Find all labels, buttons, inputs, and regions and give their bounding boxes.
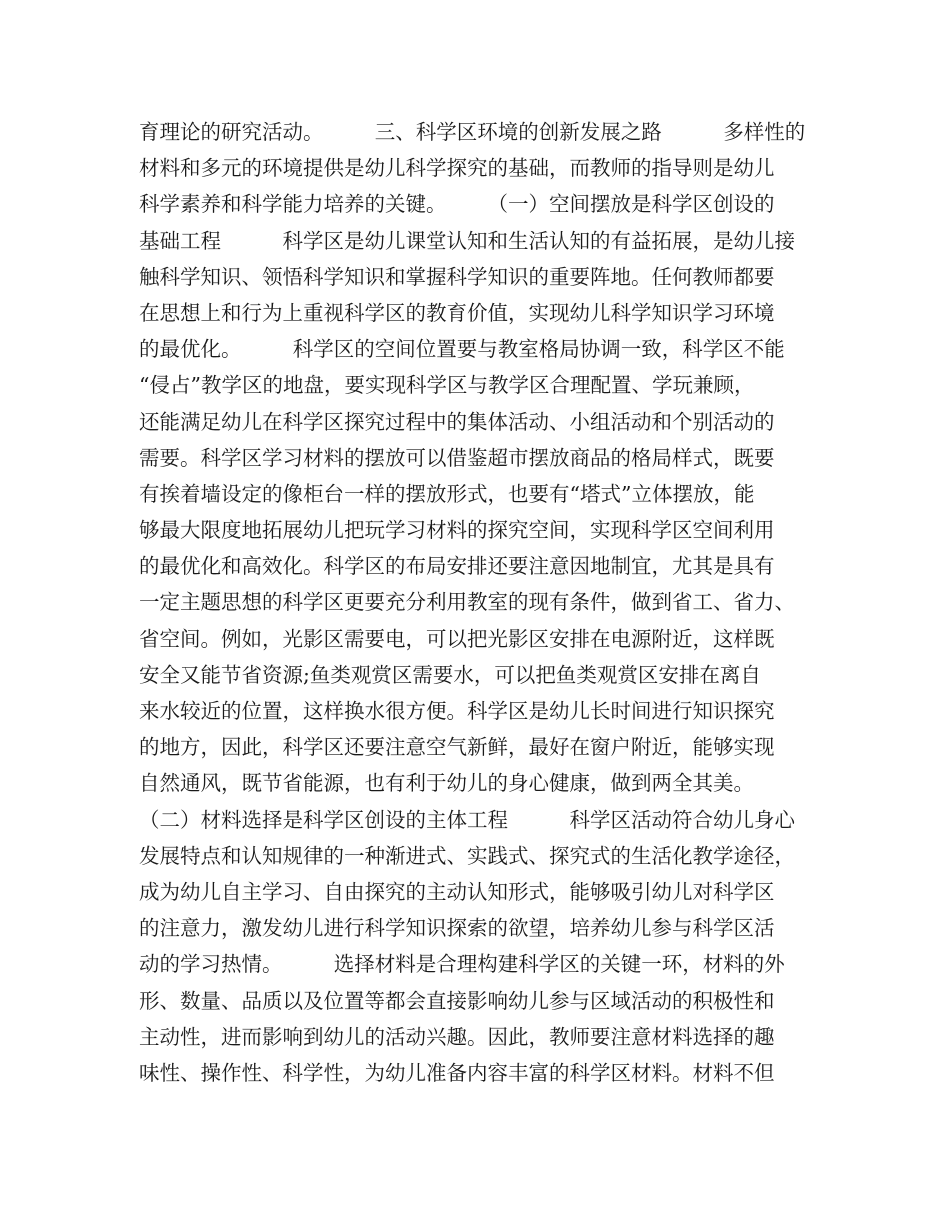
text-line: 动的学习热情。 选择材料是合理构建科学区的关键一环，材料的外 bbox=[139, 952, 785, 977]
text-line: 的最优化和高效化。科学区的布局安排还要注意因地制宜，尤其是具有 bbox=[139, 554, 775, 579]
body-text bbox=[139, 114, 839, 1091]
text-line: 形、数量、品质以及位置等都会直接影响幼儿参与区域活动的积极性和 bbox=[139, 988, 775, 1013]
text-line: 的注意力，激发幼儿进行科学知识探索的欲望，培养幼儿参与科学区活 bbox=[139, 916, 775, 941]
text-line: 科学素养和科学能力培养的关键。 （一）空间摆放是科学区创设的 bbox=[139, 192, 775, 217]
text-line: “侵占”教学区的地盘，要实现科学区与教学区合理配置、学玩兼顾， bbox=[139, 373, 755, 398]
text-line: 自然通风，既节省能源，也有利于幼儿的身心健康，做到两全其美。 bbox=[139, 771, 754, 796]
text-line: 的最优化。 科学区的空间位置要与教室格局协调一致，科学区不能 bbox=[139, 337, 785, 362]
text-line: 需要。科学区学习材料的摆放可以借鉴超市摆放商品的格局样式，既要 bbox=[139, 445, 775, 470]
text-line: 有挨着墙设定的像柜台一样的摆放形式，也要有“塔式”立体摆放，能 bbox=[139, 481, 755, 506]
text-line: 育理论的研究活动。 三、科学区环境的创新发展之路 多样性的 bbox=[139, 120, 806, 144]
text-line: 基础工程 科学区是幼儿课堂认知和生活认知的有益拓展，是幼儿接 bbox=[139, 228, 795, 253]
text-line: （二）材料选择是科学区创设的主体工程 科学区活动符合幼儿身心 bbox=[139, 807, 795, 832]
text-line: 在思想上和行为上重视科学区的教育价值，实现幼儿科学知识学习环境 bbox=[139, 300, 775, 325]
text-line: 来水较近的位置，这样换水很方便。科学区是幼儿长时间进行知识探究 bbox=[139, 699, 775, 723]
text-line: 味性、操作性、科学性，为幼儿准备内容丰富的科学区材料。材料不但 bbox=[139, 1060, 775, 1085]
text-line: 成为幼儿自主学习、自由探究的主动认知形式，能够吸引幼儿对科学区 bbox=[139, 879, 775, 904]
text-line: 发展特点和认知规律的一种渐进式、实践式、探究式的生活化教学途径， bbox=[139, 843, 795, 868]
text-line: 省空间。例如，光影区需要电，可以把光影区安排在电源附近，这样既 bbox=[139, 626, 775, 651]
text-line: 的地方，因此，科学区还要注意空气新鲜，最好在窗户附近，能够实现 bbox=[139, 735, 775, 760]
text-line: 安全又能节省资源;鱼类观赏区需要水，可以把鱼类观赏区安排在离自 bbox=[139, 662, 761, 687]
text-line: 够最大限度地拓展幼儿把玩学习材料的探究空间，实现科学区空间利用 bbox=[139, 518, 775, 543]
text-line: 主动性，进而影响到幼儿的活动兴趣。因此，教师要注意材料选择的趣 bbox=[139, 1024, 775, 1049]
text-line: 材料和多元的环境提供是幼儿科学探究的基础，而教师的指导则是幼儿 bbox=[139, 156, 775, 181]
text-line: 一定主题思想的科学区更要充分利用教室的现有条件，做到省工、省力、 bbox=[139, 590, 795, 615]
text-line: 触科学知识、领悟科学知识和掌握科学知识的重要阵地。任何教师都要 bbox=[139, 264, 775, 289]
text-line: 还能满足幼儿在科学区探究过程中的集体活动、小组活动和个别活动的 bbox=[139, 409, 775, 434]
